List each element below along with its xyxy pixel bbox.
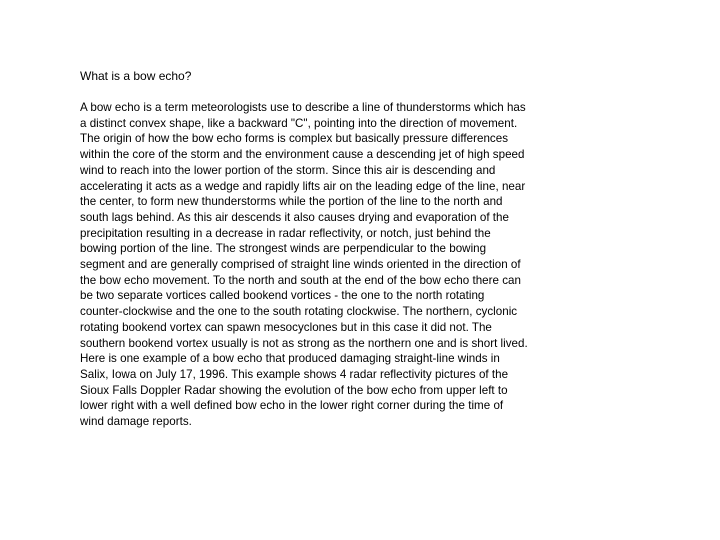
document-paragraph: A bow echo is a term meteorologists use to describe a line of thunderstorms which has a distinct convex shape, like a backward "C", pointing into the direction of movement. The origin of how the bow echo forms is complex but basically pressure differences within the core of the storm and the environment cause a descending jet of high speed wind to reach into the lower portion of the storm. Since this air is descending and accelerating it acts as a wedge and rapidly lifts air on the leading edge of the line, near the center, to form new thunderstorms while the portion of the line to the north and south lags behind. As this air descends it also causes drying and evaporation of the precipitation resulting in a decrease in radar reflectivity, or notch, just behind the bowing portion of the line. The strongest winds are perpendicular to the bowing segment and are generally comprised of straight line winds oriented in the direction of the bow echo movement. To the north and south at the end of the bow echo there can be two separate vortices called bookend vortices - the one to the north rotating counter-clockwise and the one to the south rotating clockwise. The northern, cyclonic rotating bookend vortex can spawn mesocyclones but in this case it did not. The southern bookend vortex usually is not as strong as the northern one and is short lived. Here is one example of a bow echo that produced damaging straight-line winds in Salix, Iowa on July 17, 1996. This example shows 4 radar reflectivity pictures of the Sioux Falls Doppler Radar showing the evolution of the bow echo from upper left to lower right with a well defined bow echo in the lower right corner during the time of wind damage reports.	[80, 101, 528, 429]
document-heading: What is a bow echo?	[80, 69, 192, 83]
document-page	[80, 68, 530, 430]
